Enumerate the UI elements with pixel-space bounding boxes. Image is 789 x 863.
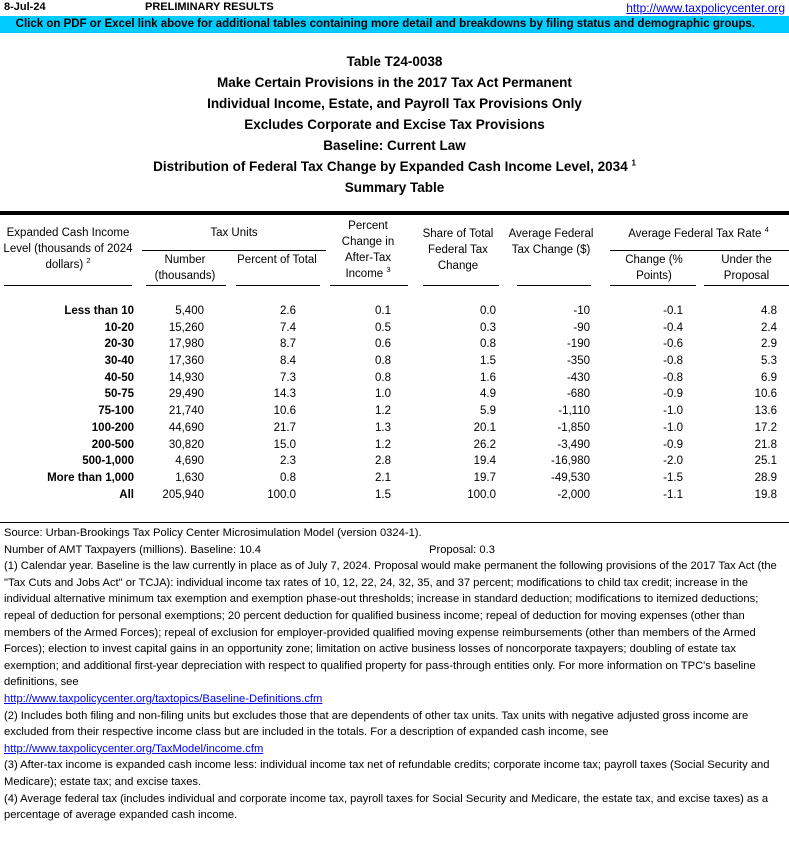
rate-change: -0.9: [663, 438, 683, 451]
header-underline: [146, 285, 226, 286]
table-row: [0, 370, 789, 387]
percent-total: 10.6: [273, 405, 296, 418]
rate-proposal: 5.3: [761, 355, 777, 368]
number: 1,630: [175, 471, 204, 484]
number: 15,260: [168, 321, 204, 334]
number: 5,400: [175, 305, 204, 317]
avg-change: -190: [566, 338, 590, 351]
title-line-2: Make Certain Provisions in the 2017 Tax Act Permanent: [217, 75, 572, 90]
distribution-title-text: Distribution of Federal Tax Change by Expanded Cash Income Level, 2034: [153, 159, 628, 174]
col-header-income-level: [0, 225, 136, 273]
pct-change: 0.6: [375, 338, 391, 351]
rate-change: -1.0: [663, 421, 683, 434]
header-underline: [142, 250, 326, 251]
share: 1.5: [480, 355, 496, 368]
number: 17,360: [168, 355, 204, 368]
table-row: [0, 320, 789, 337]
pct-change: 1.0: [375, 388, 391, 401]
income-definition-link[interactable]: http://www.taxpolicycenter.org/TaxModel/income.cfm: [4, 742, 264, 755]
percent-total: 21.7: [273, 421, 296, 434]
tpc-website-link[interactable]: http://www.taxpolicycenter.org: [626, 1, 785, 15]
col-header-avg-tax-change: Average Federal Tax Change ($): [508, 228, 594, 256]
number: 14,930: [168, 371, 204, 384]
rate-proposal: 4.8: [761, 305, 777, 317]
income-level: Less than 10: [64, 305, 134, 317]
share: 19.4: [473, 455, 496, 468]
table-title-block: [0, 51, 789, 198]
rate-proposal: 10.6: [754, 388, 777, 401]
share: 26.2: [473, 438, 496, 451]
share: 4.9: [480, 388, 496, 401]
banner-text: Click on PDF or Excel link above for additional tables containing more detail and breakdowns by filing status and demographic groups.: [15, 18, 755, 30]
table-row: [0, 386, 789, 403]
rate-change: -1.0: [663, 405, 683, 418]
avg-change: -1,110: [558, 405, 590, 418]
footnote-2: (2) Includes both filing and non-filing units but excludes those that are dependents of other tax units. Tax units with negative adjusted gross income are excluded from their respective income class but are included in the totals. For a description of expanded cash income, see: [4, 709, 749, 739]
percent-total: 15.0: [273, 438, 296, 451]
percent-total: 7.4: [280, 321, 296, 334]
header-underline: [423, 285, 499, 286]
header-underline: [517, 285, 591, 286]
rate-proposal: 25.1: [754, 455, 777, 468]
income-level: 30-40: [104, 355, 134, 368]
income-level: 75-100: [98, 405, 134, 418]
table-row: [0, 336, 789, 353]
share: 0.0: [480, 305, 496, 317]
avg-change: -2,000: [557, 488, 590, 501]
rate-change: -0.6: [663, 338, 683, 351]
header-underline: [704, 285, 789, 286]
share: 0.3: [480, 321, 496, 334]
table-id: Table T24-0038: [346, 54, 443, 69]
percent-total: 8.4: [280, 355, 296, 368]
footnote-ref: 4: [764, 225, 769, 235]
col-header-avg-fed-tax-rate: [608, 226, 789, 242]
income-level: 200-500: [91, 438, 134, 451]
baseline-definitions-link[interactable]: http://www.taxpolicycenter.org/taxtopics/Baseline-Definitions.cfm: [4, 692, 323, 705]
income-level: 10-20: [104, 321, 134, 334]
avg-change: -16,980: [550, 455, 590, 468]
col-header-text: Average Federal Tax Rate: [628, 228, 762, 240]
income-level: 100-200: [91, 421, 134, 434]
col-header-share-total-change: Share of Total Federal Tax Change: [422, 228, 494, 272]
pct-change: 1.3: [375, 421, 391, 434]
col-header-text: Percent Change in After-Tax Income: [341, 220, 395, 280]
table-row: [0, 470, 789, 487]
income-level: 500-1,000: [82, 455, 134, 468]
distribution-title: [0, 156, 789, 177]
pct-change: 0.5: [375, 321, 391, 334]
preliminary-label: PRELIMINARY RESULTS: [145, 1, 274, 13]
info-banner: [0, 16, 789, 33]
rate-change: -1.5: [663, 471, 683, 484]
pct-change: 0.1: [375, 305, 391, 317]
number: 21,740: [168, 405, 204, 418]
number: 44,690: [168, 421, 204, 434]
table-row: [0, 453, 789, 470]
footnote-4: (4) Average federal tax (includes individual and corporate income tax, payroll taxes for Social Security and Medicare, the estate tax, and excise taxes) as a percentage of average expanded cash income.: [4, 792, 769, 822]
percent-total: 8.7: [280, 338, 296, 351]
title-line-3: Individual Income, Estate, and Payroll Tax Provisions Only: [207, 96, 582, 111]
share: 19.7: [473, 471, 496, 484]
rate-change: -0.8: [663, 371, 683, 384]
number: 17,980: [168, 338, 204, 351]
header-underline: [610, 285, 696, 286]
income-level: 20-30: [104, 338, 134, 351]
pct-change: 2.1: [375, 471, 391, 484]
avg-change: -1,850: [557, 421, 590, 434]
rate-proposal: 28.9: [754, 471, 777, 484]
source-note: Source: Urban-Brookings Tax Policy Center Microsimulation Model (version 0324-1).: [4, 527, 422, 539]
col-header-percent-total: Percent of Total: [237, 254, 317, 266]
col-header-tax-units: Tax Units: [210, 227, 258, 239]
avg-change: -3,490: [557, 438, 590, 451]
table-body: [0, 303, 789, 503]
number: 205,940: [162, 488, 204, 501]
title-line-4: Excludes Corporate and Excise Tax Provisions: [244, 117, 545, 132]
share: 20.1: [473, 421, 496, 434]
footnote-ref: 2: [86, 256, 91, 266]
rate-change: -0.1: [663, 305, 683, 317]
summary-table-label: Summary Table: [344, 180, 445, 195]
pct-change: 1.2: [375, 405, 391, 418]
percent-total: 0.8: [280, 471, 296, 484]
pct-change: 2.8: [375, 455, 391, 468]
table-row: [0, 403, 789, 420]
income-level: All: [119, 488, 134, 501]
rate-change: -0.8: [663, 355, 683, 368]
avg-change: -90: [573, 321, 590, 334]
income-level: 40-50: [104, 371, 134, 384]
rate-proposal: 2.9: [761, 338, 777, 351]
table-row-total: [0, 487, 789, 504]
rate-change: -2.0: [663, 455, 683, 468]
col-header-pct-change-after-tax: [328, 218, 408, 282]
col-header-number: Number (thousands): [154, 254, 216, 282]
footnote-3: (3) After-tax income is expanded cash income less: individual income tax net of refundable credits; corporate income tax; payroll taxes (Social Security and Medicare); estate tax; and excise taxes.: [4, 759, 770, 788]
col-header-rate-change: Change (% Points): [625, 254, 683, 282]
bottom-rule: [0, 522, 789, 523]
pct-change: 0.8: [375, 355, 391, 368]
pct-change: 1.5: [375, 488, 391, 501]
share: 5.9: [480, 405, 496, 418]
number: 29,490: [168, 388, 204, 401]
rate-change: -0.4: [663, 321, 683, 334]
rate-change: -1.1: [663, 488, 683, 501]
percent-total: 7.3: [280, 371, 296, 384]
footnotes: [4, 525, 786, 824]
header-underline: [610, 250, 789, 251]
rate-proposal: 17.2: [754, 421, 777, 434]
top-header-row: [0, 0, 789, 16]
amt-note: [4, 542, 786, 559]
table-row: [0, 437, 789, 454]
avg-change: -430: [566, 371, 590, 384]
report-date: 8-Jul-24: [4, 1, 46, 13]
number: 30,820: [168, 438, 204, 451]
col-header-under-proposal: Under the Proposal: [721, 254, 772, 282]
rate-proposal: 6.9: [761, 371, 777, 384]
header-underline: [236, 285, 320, 286]
share: 100.0: [467, 488, 496, 501]
header-underline: [330, 285, 408, 286]
amt-baseline: Number of AMT Taxpayers (millions). Baseline: 10.4: [4, 543, 262, 556]
avg-change: -10: [573, 305, 590, 317]
rate-proposal: 2.4: [761, 321, 777, 334]
footnote-ref: 3: [386, 265, 391, 275]
rate-proposal: 21.8: [754, 438, 777, 451]
header-underline: [4, 285, 132, 286]
pct-change: 1.2: [375, 438, 391, 451]
top-rule: [0, 211, 789, 215]
avg-change: -680: [566, 388, 590, 401]
rate-change: -0.9: [663, 388, 683, 401]
rate-proposal: 13.6: [754, 405, 777, 418]
income-level: More than 1,000: [47, 471, 134, 484]
footnote-1: (1) Calendar year. Baseline is the law currently in place as of July 7, 2024. Proposal would make permanent the following provisions of the 2017 Tax Act (the "Tax Cuts and Jobs Act" or TCJA): individual income tax rates of 10, 12, 22, 24, 32, 35, and 37 percent; modifications to child tax credit; increase in the individual alternative minimum tax exemption and exemption phase-out thresholds; increase in standard deduction; modifications to itemized deductions; repeal of deduction for personal exemptions; 20 percent deduction for qualified business income; repeal of deduction for moving expenses (other than members of the Armed Forces); repeal of exclusion for employer-provided qualified moving expense reimbursements (other than members of the Armed Forces); election to invest capital gains in an opportunity zone; limitation on active business losses of noncorporate taxpayers; doubling of estate tax exemption; and additional first-year depreciation with respect to qualified property for pass-through entities only. For more information on TPC's baseline definitions, see: [4, 560, 777, 689]
number: 4,690: [175, 455, 204, 468]
table-row: [0, 420, 789, 437]
table-row: [0, 353, 789, 370]
share: 1.6: [480, 371, 496, 384]
percent-total: 2.3: [280, 455, 296, 468]
percent-total: 2.6: [280, 305, 296, 317]
table-row: [0, 303, 789, 320]
percent-total: 14.3: [273, 388, 296, 401]
share: 0.8: [480, 338, 496, 351]
footnote-ref: 1: [631, 158, 636, 168]
avg-change: -49,530: [550, 471, 590, 484]
pct-change: 0.8: [375, 371, 391, 384]
avg-change: -350: [566, 355, 590, 368]
baseline-label: Baseline: Current Law: [323, 138, 466, 153]
percent-total: 100.0: [267, 488, 296, 501]
amt-proposal: Proposal: 0.3: [429, 543, 495, 556]
col-header-text: Expanded Cash Income Level (thousands of 2024 dollars): [3, 227, 133, 271]
rate-proposal: 19.8: [754, 488, 777, 501]
income-level: 50-75: [104, 388, 134, 401]
